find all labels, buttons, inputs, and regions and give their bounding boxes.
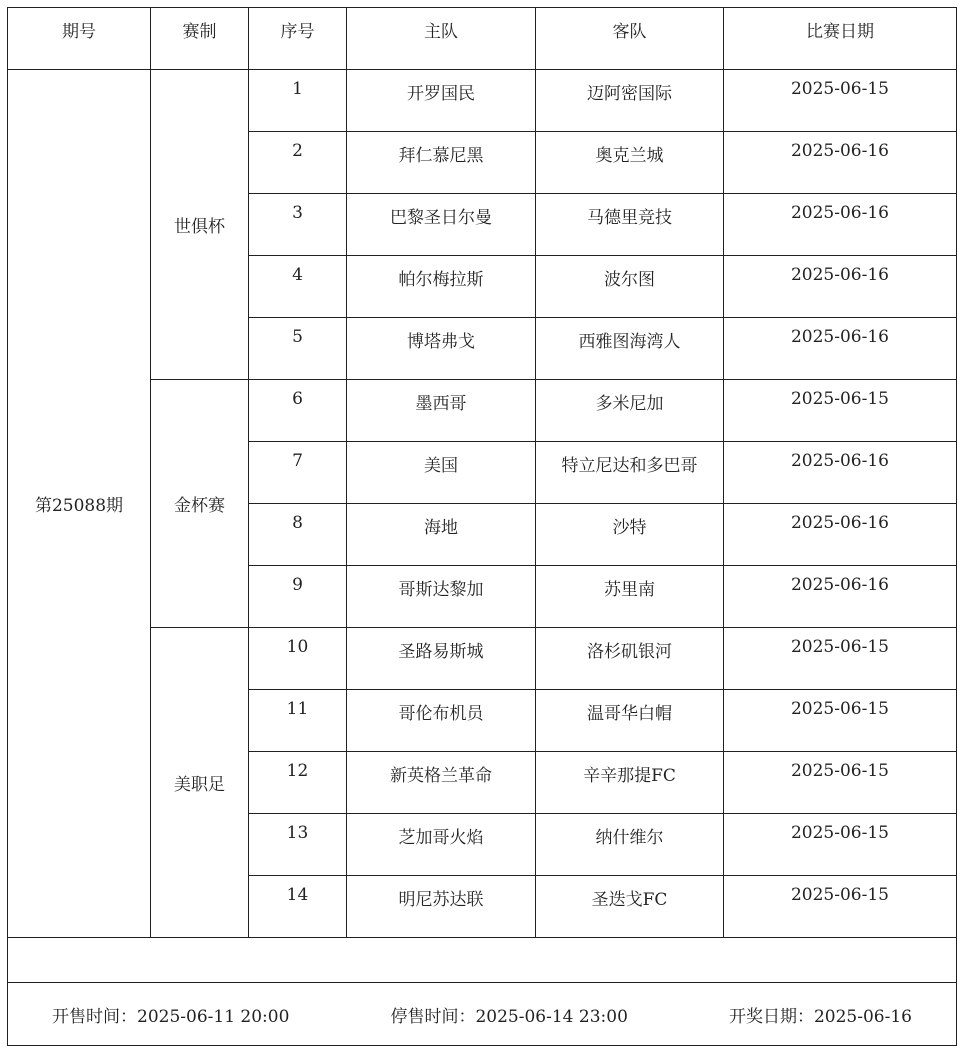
match-schedule-table bbox=[7, 7, 957, 1046]
match-date: 2025-06-16 bbox=[724, 256, 957, 318]
away-team: 多米尼加 bbox=[536, 380, 724, 442]
table-body bbox=[8, 70, 957, 1046]
home-team: 开罗国民 bbox=[347, 70, 536, 132]
sale-info-line bbox=[8, 1002, 956, 1027]
home-team: 新英格兰革命 bbox=[347, 752, 536, 814]
home-team: 明尼苏达联 bbox=[347, 876, 536, 938]
sale-info-cell bbox=[8, 983, 957, 1046]
match-date: 2025-06-15 bbox=[724, 814, 957, 876]
match-date: 2025-06-15 bbox=[724, 690, 957, 752]
table-row bbox=[8, 380, 957, 442]
header-period: 期号 bbox=[8, 8, 151, 70]
table-row bbox=[8, 628, 957, 690]
header-away-team: 客队 bbox=[536, 8, 724, 70]
match-date: 2025-06-15 bbox=[724, 752, 957, 814]
match-number: 3 bbox=[249, 194, 347, 256]
away-team: 圣迭戈FC bbox=[536, 876, 724, 938]
away-team: 马德里竞技 bbox=[536, 194, 724, 256]
draw-date: 开奖日期：2025-06-16 bbox=[728, 1006, 912, 1027]
away-team: 苏里南 bbox=[536, 566, 724, 628]
away-team: 温哥华白帽 bbox=[536, 690, 724, 752]
header-home-team: 主队 bbox=[347, 8, 536, 70]
away-team: 迈阿密国际 bbox=[536, 70, 724, 132]
home-team: 美国 bbox=[347, 442, 536, 504]
away-team: 波尔图 bbox=[536, 256, 724, 318]
match-number: 6 bbox=[249, 380, 347, 442]
match-number: 5 bbox=[249, 318, 347, 380]
home-team: 巴黎圣日尔曼 bbox=[347, 194, 536, 256]
match-number: 4 bbox=[249, 256, 347, 318]
home-team: 帕尔梅拉斯 bbox=[347, 256, 536, 318]
away-team: 沙特 bbox=[536, 504, 724, 566]
match-number: 2 bbox=[249, 132, 347, 194]
match-number: 13 bbox=[249, 814, 347, 876]
home-team: 哥斯达黎加 bbox=[347, 566, 536, 628]
away-team: 洛杉矶银河 bbox=[536, 628, 724, 690]
match-number: 10 bbox=[249, 628, 347, 690]
format-cell: 金杯赛 bbox=[151, 380, 249, 628]
format-cell: 世俱杯 bbox=[151, 70, 249, 380]
match-date: 2025-06-15 bbox=[724, 876, 957, 938]
match-date: 2025-06-16 bbox=[724, 194, 957, 256]
match-number: 14 bbox=[249, 876, 347, 938]
away-team: 奥克兰城 bbox=[536, 132, 724, 194]
header-match-date: 比赛日期 bbox=[724, 8, 957, 70]
header-number: 序号 bbox=[249, 8, 347, 70]
sale-stop-time: 停售时间：2025-06-14 23:00 bbox=[390, 1006, 628, 1027]
away-team: 特立尼达和多巴哥 bbox=[536, 442, 724, 504]
match-date: 2025-06-16 bbox=[724, 504, 957, 566]
sale-start-time: 开售时间：2025-06-11 20:00 bbox=[52, 1006, 290, 1027]
match-date: 2025-06-16 bbox=[724, 318, 957, 380]
match-date: 2025-06-16 bbox=[724, 566, 957, 628]
match-number: 8 bbox=[249, 504, 347, 566]
match-number: 11 bbox=[249, 690, 347, 752]
home-team: 圣路易斯城 bbox=[347, 628, 536, 690]
home-team: 博塔弗戈 bbox=[347, 318, 536, 380]
table-row bbox=[8, 70, 957, 132]
format-cell: 美职足 bbox=[151, 628, 249, 938]
away-team: 西雅图海湾人 bbox=[536, 318, 724, 380]
match-number: 9 bbox=[249, 566, 347, 628]
away-team: 纳什维尔 bbox=[536, 814, 724, 876]
blank-cell bbox=[8, 938, 957, 983]
match-date: 2025-06-16 bbox=[724, 442, 957, 504]
home-team: 拜仁慕尼黑 bbox=[347, 132, 536, 194]
period-cell: 第25088期 bbox=[8, 70, 151, 938]
match-number: 12 bbox=[249, 752, 347, 814]
sale-info-row bbox=[8, 983, 957, 1046]
match-date: 2025-06-15 bbox=[724, 70, 957, 132]
header-format: 赛制 bbox=[151, 8, 249, 70]
away-team: 辛辛那提FC bbox=[536, 752, 724, 814]
home-team: 芝加哥火焰 bbox=[347, 814, 536, 876]
match-date: 2025-06-15 bbox=[724, 380, 957, 442]
match-number: 7 bbox=[249, 442, 347, 504]
header-row bbox=[8, 8, 957, 70]
home-team: 哥伦布机员 bbox=[347, 690, 536, 752]
home-team: 海地 bbox=[347, 504, 536, 566]
match-date: 2025-06-15 bbox=[724, 628, 957, 690]
match-number: 1 bbox=[249, 70, 347, 132]
match-date: 2025-06-16 bbox=[724, 132, 957, 194]
home-team: 墨西哥 bbox=[347, 380, 536, 442]
blank-row bbox=[8, 938, 957, 983]
